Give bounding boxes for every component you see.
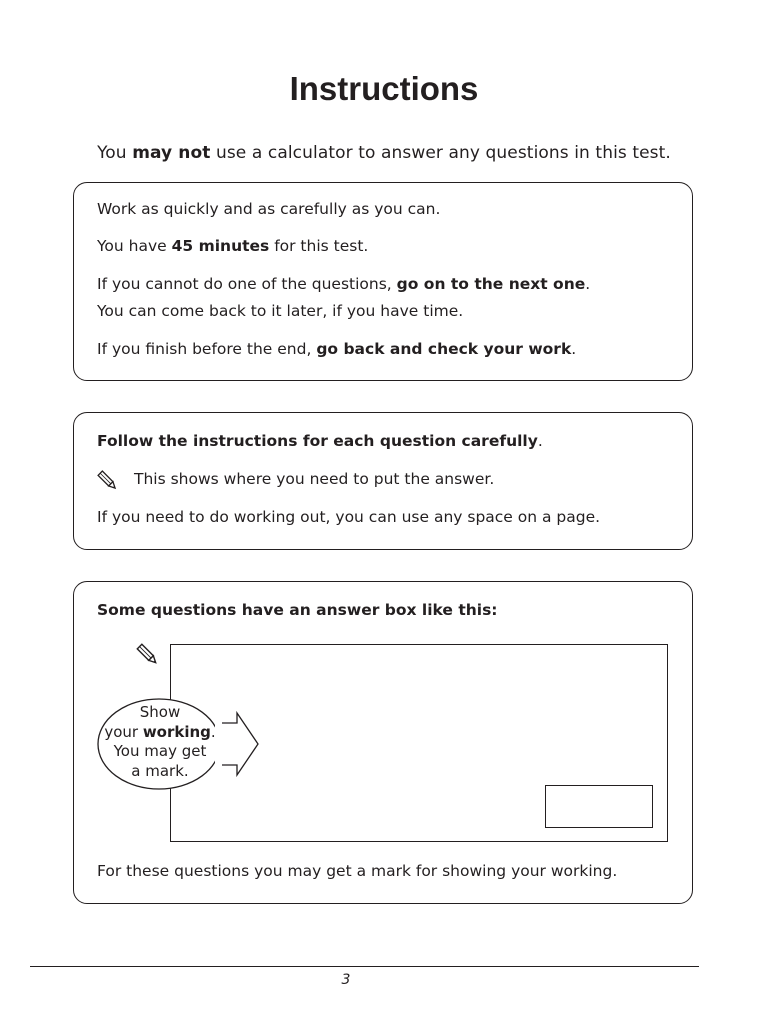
answer-box-example <box>73 581 693 904</box>
show-working-text: Show your working. You may get a mark. <box>104 703 216 780</box>
follow-instructions-line: Follow the instructions for each question carefully. <box>97 432 543 450</box>
pencil-icon <box>97 469 119 493</box>
answer-box-heading: Some questions have an answer box like this: <box>97 601 498 619</box>
check-work-line: If you finish before the end, go back and check your work. <box>97 340 577 358</box>
page-number: 3 <box>341 972 351 988</box>
marks-for-working-line: For these questions you may get a mark for showing your working. <box>97 862 618 880</box>
skip-question-line: If you cannot do one of the questions, go on to the next one. <box>97 275 591 293</box>
page-title: Instructions <box>289 70 479 107</box>
work-quickly-line: Work as quickly and as carefully as you can. <box>97 200 441 218</box>
working-space-line: If you need to do working out, you can use any space on a page. <box>97 508 601 526</box>
answer-instructions-box <box>73 412 693 550</box>
answer-location-line: This shows where you need to put the answer. <box>134 470 495 488</box>
answer-entry-box[interactable] <box>545 785 653 828</box>
time-limit-line: You have 45 minutes for this test. <box>97 237 369 255</box>
general-instructions-box <box>73 182 693 381</box>
pencil-icon <box>136 642 160 668</box>
calculator-notice: You may not use a calculator to answer any questions in this test. <box>97 143 671 163</box>
come-back-line: You can come back to it later, if you have time. <box>97 302 464 320</box>
footer-divider <box>30 966 699 967</box>
